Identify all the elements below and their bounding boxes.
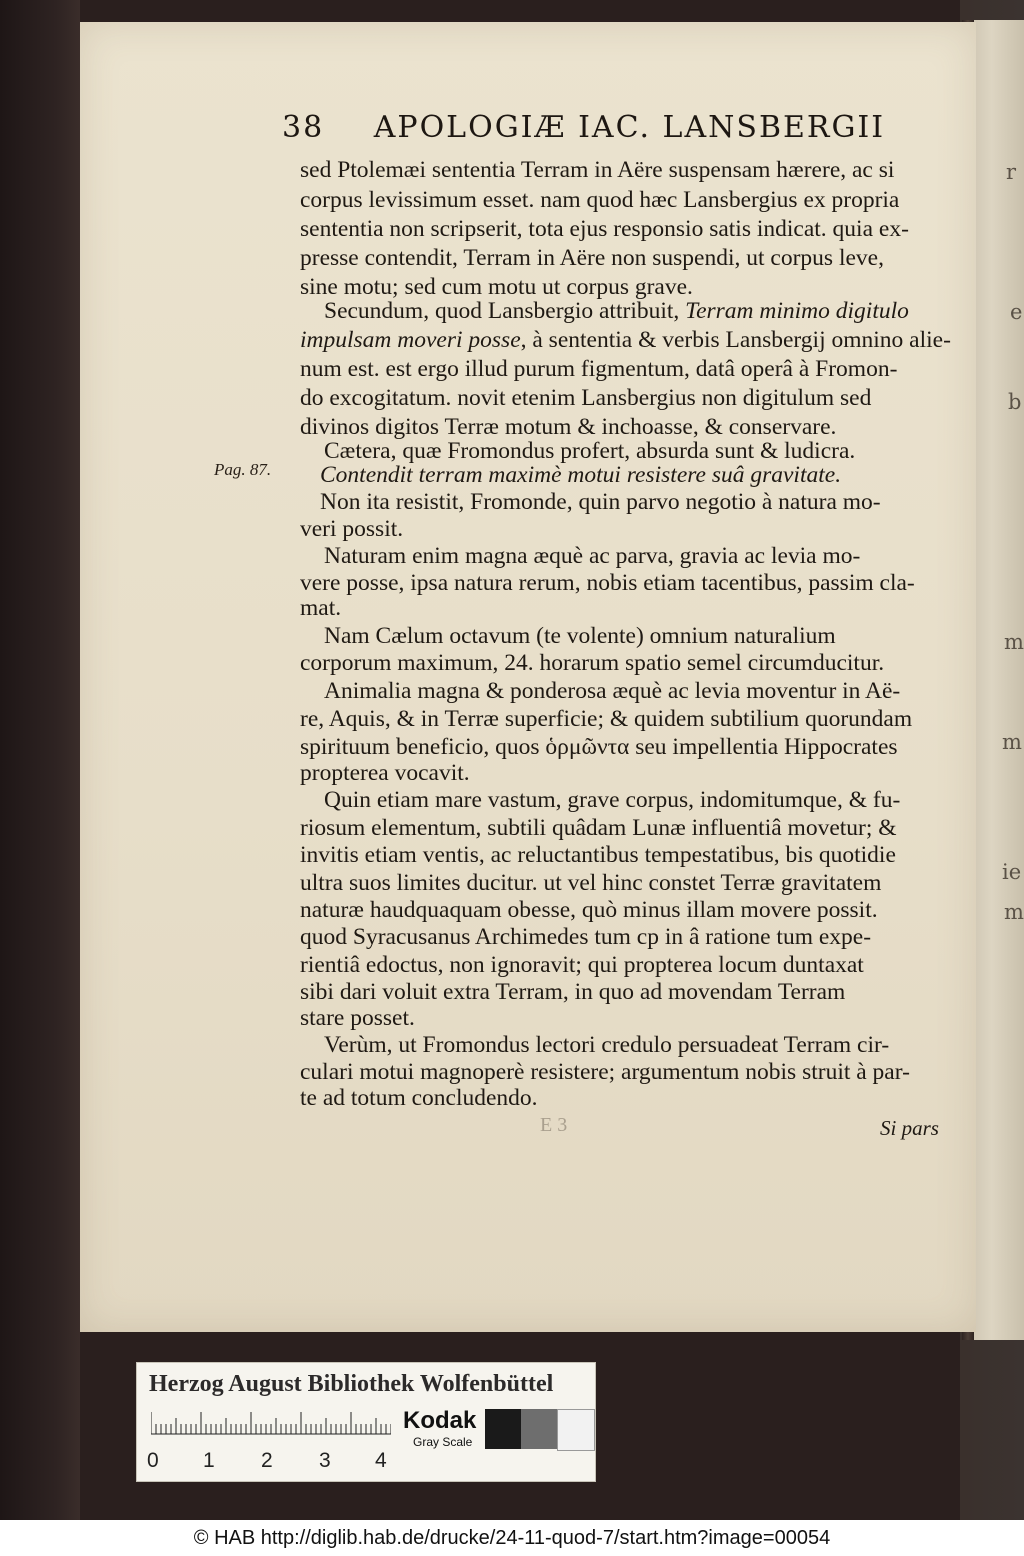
text-line: Non ita resistit, Fromonde, quin parvo negotio à natura mo- — [320, 489, 881, 515]
ruler-number: 1 — [203, 1449, 215, 1472]
text-line: sed Ptolemæi sententia Terram in Aëre suspensam hærere, ac si — [300, 157, 895, 183]
text-line: quod Syracusanus Archimedes tum cp in â ratione tum expe- — [300, 924, 872, 950]
text-run: Secundum, quod Lansbergio attribuit, — [324, 298, 686, 324]
running-head — [282, 110, 886, 150]
text-line: sententia non scripserit, tota ejus responsio satis indicat. quia ex- — [300, 216, 909, 242]
ruler-number: 0 — [147, 1449, 159, 1472]
text-line: divinos digitos Terræ motum & inchoasse, & conservare. — [300, 414, 837, 440]
text-line: Cætera, quæ Fromondus profert, absurda sunt & ludicra. — [324, 438, 856, 464]
text-line: te ad totum concludendo. — [300, 1085, 538, 1111]
gray-scale-label: Gray Scale — [413, 1435, 473, 1449]
facing-page-edge: r e b m m ie m — [970, 20, 1024, 1340]
text-line — [324, 297, 964, 327]
gray-swatch-mid — [521, 1409, 557, 1449]
scan-background-left — [0, 0, 80, 1520]
text-line: sibi dari voluit extra Terram, in quo ad movendam Terram — [300, 979, 846, 1005]
text-line: culari motui magnoperè resistere; argumentum nobis struit à par- — [300, 1059, 910, 1085]
italic-phrase: impulsam moveri posse — [300, 327, 521, 353]
text-line: veri possit. — [300, 516, 404, 542]
text-line: Naturam enim magna æquè ac parva, gravia ac levia mo- — [324, 543, 861, 569]
text-line: ultra suos limites ducitur. ut vel hinc constet Terræ gravitatem — [300, 870, 882, 896]
color-calibration-bar — [136, 1362, 596, 1482]
text-line: rientiâ edoctus, non ignoravit; qui propterea locum duntaxat — [300, 952, 864, 978]
text-line: corporum maximum, 24. horarum spatio semel circumducitur. — [300, 650, 885, 676]
margin-note: Pag. 87. — [214, 460, 272, 479]
text-line: do excogitatum. novit etenim Lansbergius non digitulum sed — [300, 385, 872, 411]
text-line: vere posse, ipsa natura rerum, nobis etiam tacentibus, passim cla- — [300, 570, 915, 596]
italic-phrase: Terram minimo digitulo — [685, 298, 909, 324]
text-line: Animalia magna & ponderosa æquè ac levia moventur in Aë- — [324, 678, 901, 704]
text-line: riosum elementum, subtili quâdam Lunæ influentiâ movetur; & — [300, 815, 897, 841]
page-number: 38 — [282, 110, 325, 145]
text-line: corpus levissimum esset. nam quod hæc Lansbergius ex propria — [300, 187, 900, 213]
text-line: re, Aquis, & in Terræ superficie; & quidem subtilium quorundam — [300, 706, 913, 732]
text-line: sine motu; sed cum motu ut corpus grave. — [300, 274, 693, 300]
text-line: propterea vocavit. — [300, 760, 470, 786]
text-line: Verùm, ut Fromondus lectori credulo persuadeat Terram cir- — [324, 1032, 890, 1058]
text-line: invitis etiam ventis, ac reluctantibus tempestatibus, bis quotidie — [300, 842, 896, 868]
library-label: Herzog August Bibliothek Wolfenbüttel — [149, 1371, 554, 1397]
running-title: APOLOGIÆ IAC. LANSBERGII — [373, 110, 886, 145]
text-line: stare posset. — [300, 1005, 415, 1031]
text-line: naturæ haudquaquam obesse, quò minus illam movere possit. — [300, 897, 878, 923]
text-line: spirituum beneficio, quos ὁρμῶντα seu impellentia Hippocrates — [300, 734, 898, 760]
text-line: mat. — [300, 595, 342, 621]
text-run: , à sententia & verbis Lansbergij omnino alie- — [520, 327, 951, 353]
kodak-logo: Kodak — [403, 1407, 477, 1434]
gray-swatch-white — [557, 1409, 595, 1451]
signature-mark: E 3 — [540, 1114, 568, 1136]
text-line — [300, 326, 951, 356]
text-line: Contendit terram maximè motui resistere suâ gravitate. — [320, 462, 842, 488]
ruler-number: 3 — [319, 1449, 331, 1472]
catchword: Si pars — [880, 1116, 939, 1140]
text-line: num est. est ergo illud purum figmentum, datâ operâ à Fromon- — [300, 356, 898, 382]
text-line: presse contendit, Terram in Aëre non suspendi, ut corpus leve, — [300, 245, 884, 271]
ruler-scale — [151, 1411, 391, 1435]
text-line: Nam Cælum octavum (te volente) omnium naturalium — [324, 623, 836, 649]
gray-swatch-black — [485, 1409, 521, 1449]
ruler-number: 2 — [261, 1449, 273, 1472]
ruler-number: 4 — [375, 1449, 387, 1472]
footer-credit: © HAB http://diglib.hab.de/drucke/24-11-quod-7/start.htm?image=00054 — [0, 1520, 1024, 1556]
text-line: Quin etiam mare vastum, grave corpus, indomitumque, & fu- — [324, 787, 901, 813]
